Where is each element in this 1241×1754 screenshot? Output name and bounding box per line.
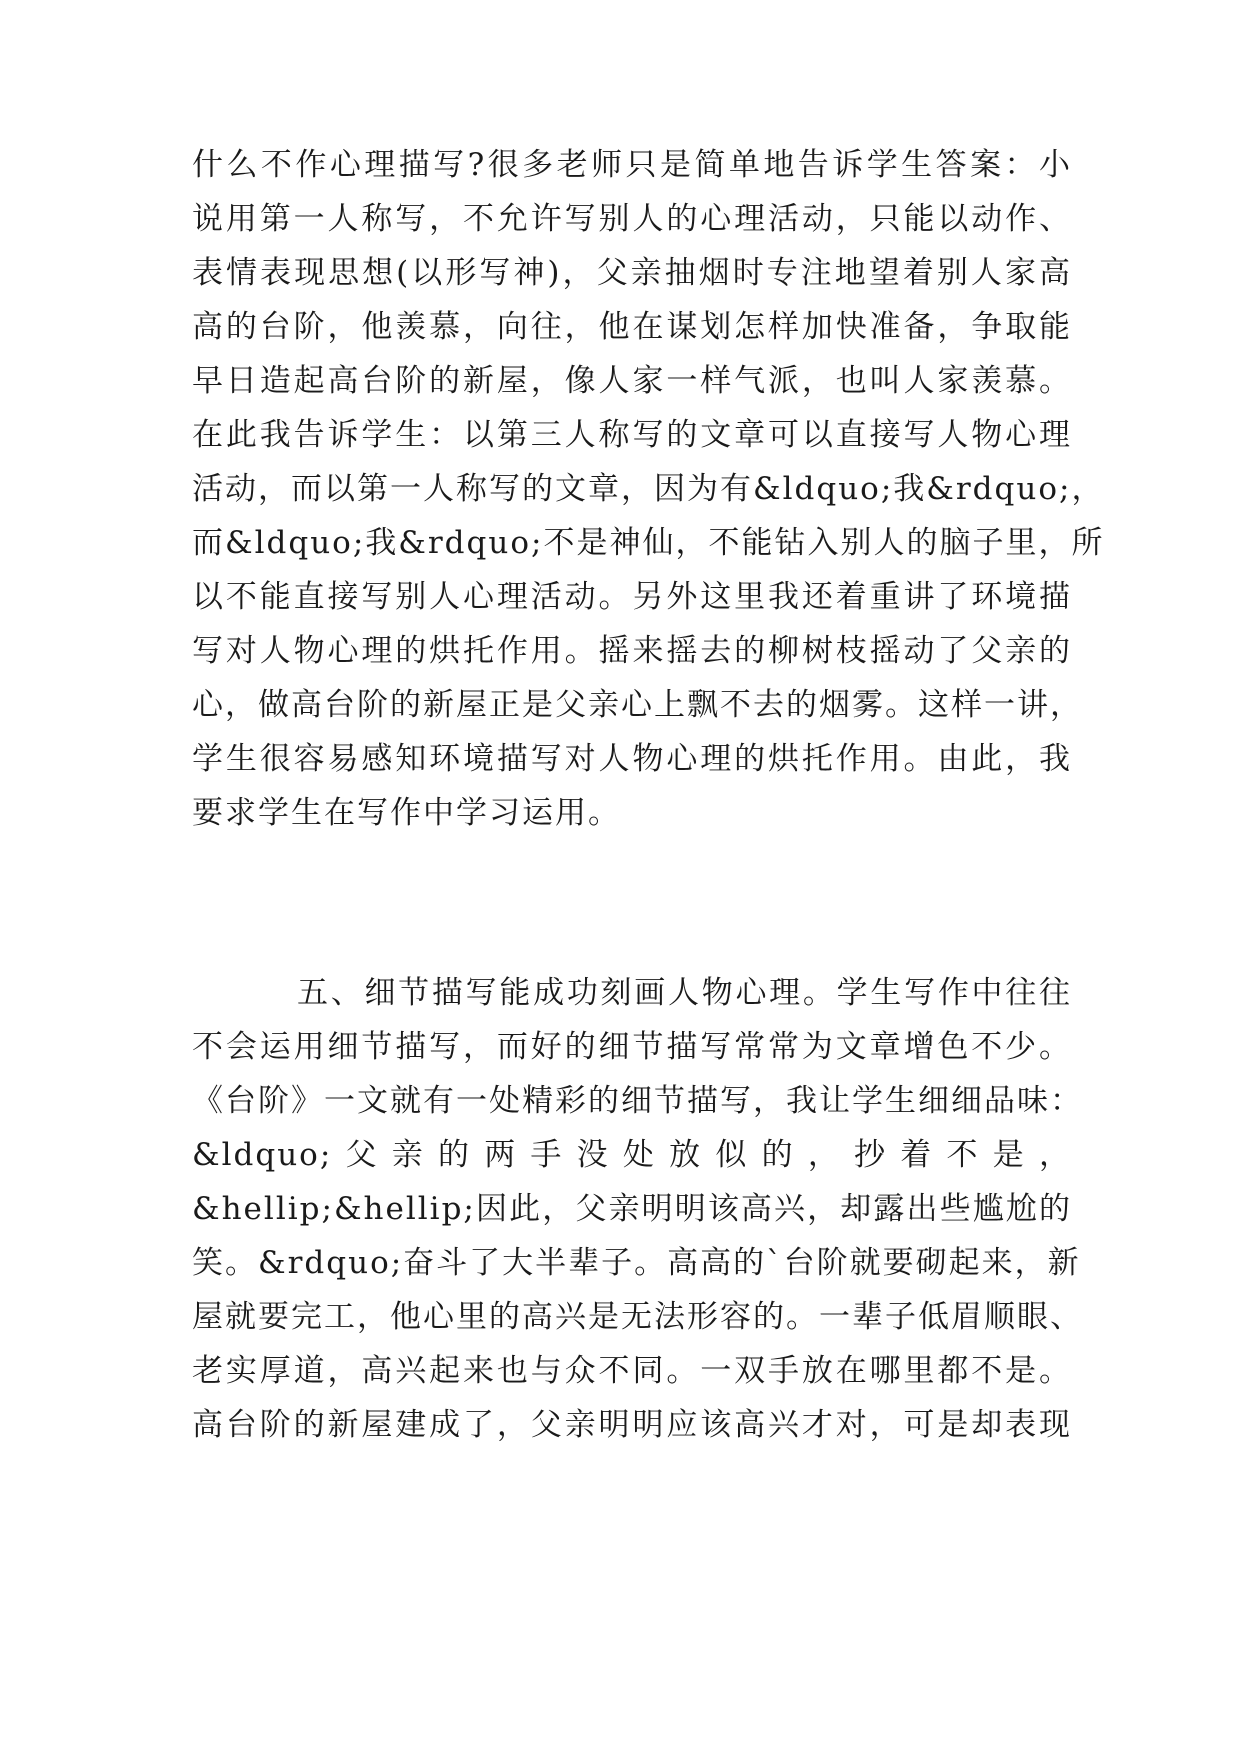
text-line: 不会运用细节描写，而好的细节描写常常为文章增色不少。 [192, 1029, 1072, 1065]
text-line: 写对人物心理的烘托作用。摇来摇去的柳树枝摇动了父亲的 [192, 633, 1072, 669]
text-line: 要求学生在写作中学习运用。 [192, 795, 621, 831]
text-line: 高的台阶，他羡慕，向往，他在谋划怎样加快准备，争取能 [192, 309, 1072, 345]
text-line: &ldquo;父亲的两手没处放似的，抄着不是， [192, 1137, 1072, 1173]
text-line: 五、细节描写能成功刻画人物心理。学生写作中往往 [297, 975, 1072, 1011]
text-line: 早日造起高台阶的新屋，像人家一样气派，也叫人家羡慕。 [192, 363, 1072, 399]
text-line: 表情表现思想(以形写神)，父亲抽烟时专注地望着别人家高 [192, 255, 1072, 291]
text-line: &hellip;&hellip;因此，父亲明明该高兴，却露出些尴尬的 [192, 1191, 1072, 1227]
text-line: 学生很容易感知环境描写对人物心理的烘托作用。由此，我 [192, 741, 1072, 777]
text-line: 以不能直接写别人心理活动。另外这里我还着重讲了环境描 [192, 579, 1072, 615]
text-line: 在此我告诉学生：以第三人称写的文章可以直接写人物心理 [192, 417, 1072, 453]
text-line: 屋就要完工，他心里的高兴是无法形容的。一辈子低眉顺眼、 [192, 1299, 1083, 1335]
text-line: 活动，而以第一人称写的文章，因为有&ldquo;我&rdquo;， [192, 471, 1105, 507]
text-line: 高台阶的新屋建成了，父亲明明应该高兴才对，可是却表现 [192, 1407, 1072, 1443]
text-line: 心，做高台阶的新屋正是父亲心上飘不去的烟雾。这样一讲， [192, 687, 1083, 723]
text-line: 老实厚道，高兴起来也与众不同。一双手放在哪里都不是。 [192, 1353, 1072, 1389]
text-line: 笑。&rdquo;奋斗了大半辈子。高高的`台阶就要砌起来，新 [192, 1245, 1081, 1281]
text-line: 什么不作心理描写?很多老师只是简单地告诉学生答案：小 [192, 147, 1072, 183]
text-line: 《台阶》一文就有一处精彩的细节描写，我让学生细细品味： [192, 1083, 1083, 1119]
text-line: 说用第一人称写，不允许写别人的心理活动，只能以动作、 [192, 201, 1072, 237]
text-line: 而&ldquo;我&rdquo;不是神仙，不能钻入别人的脑子里，所 [192, 525, 1105, 561]
